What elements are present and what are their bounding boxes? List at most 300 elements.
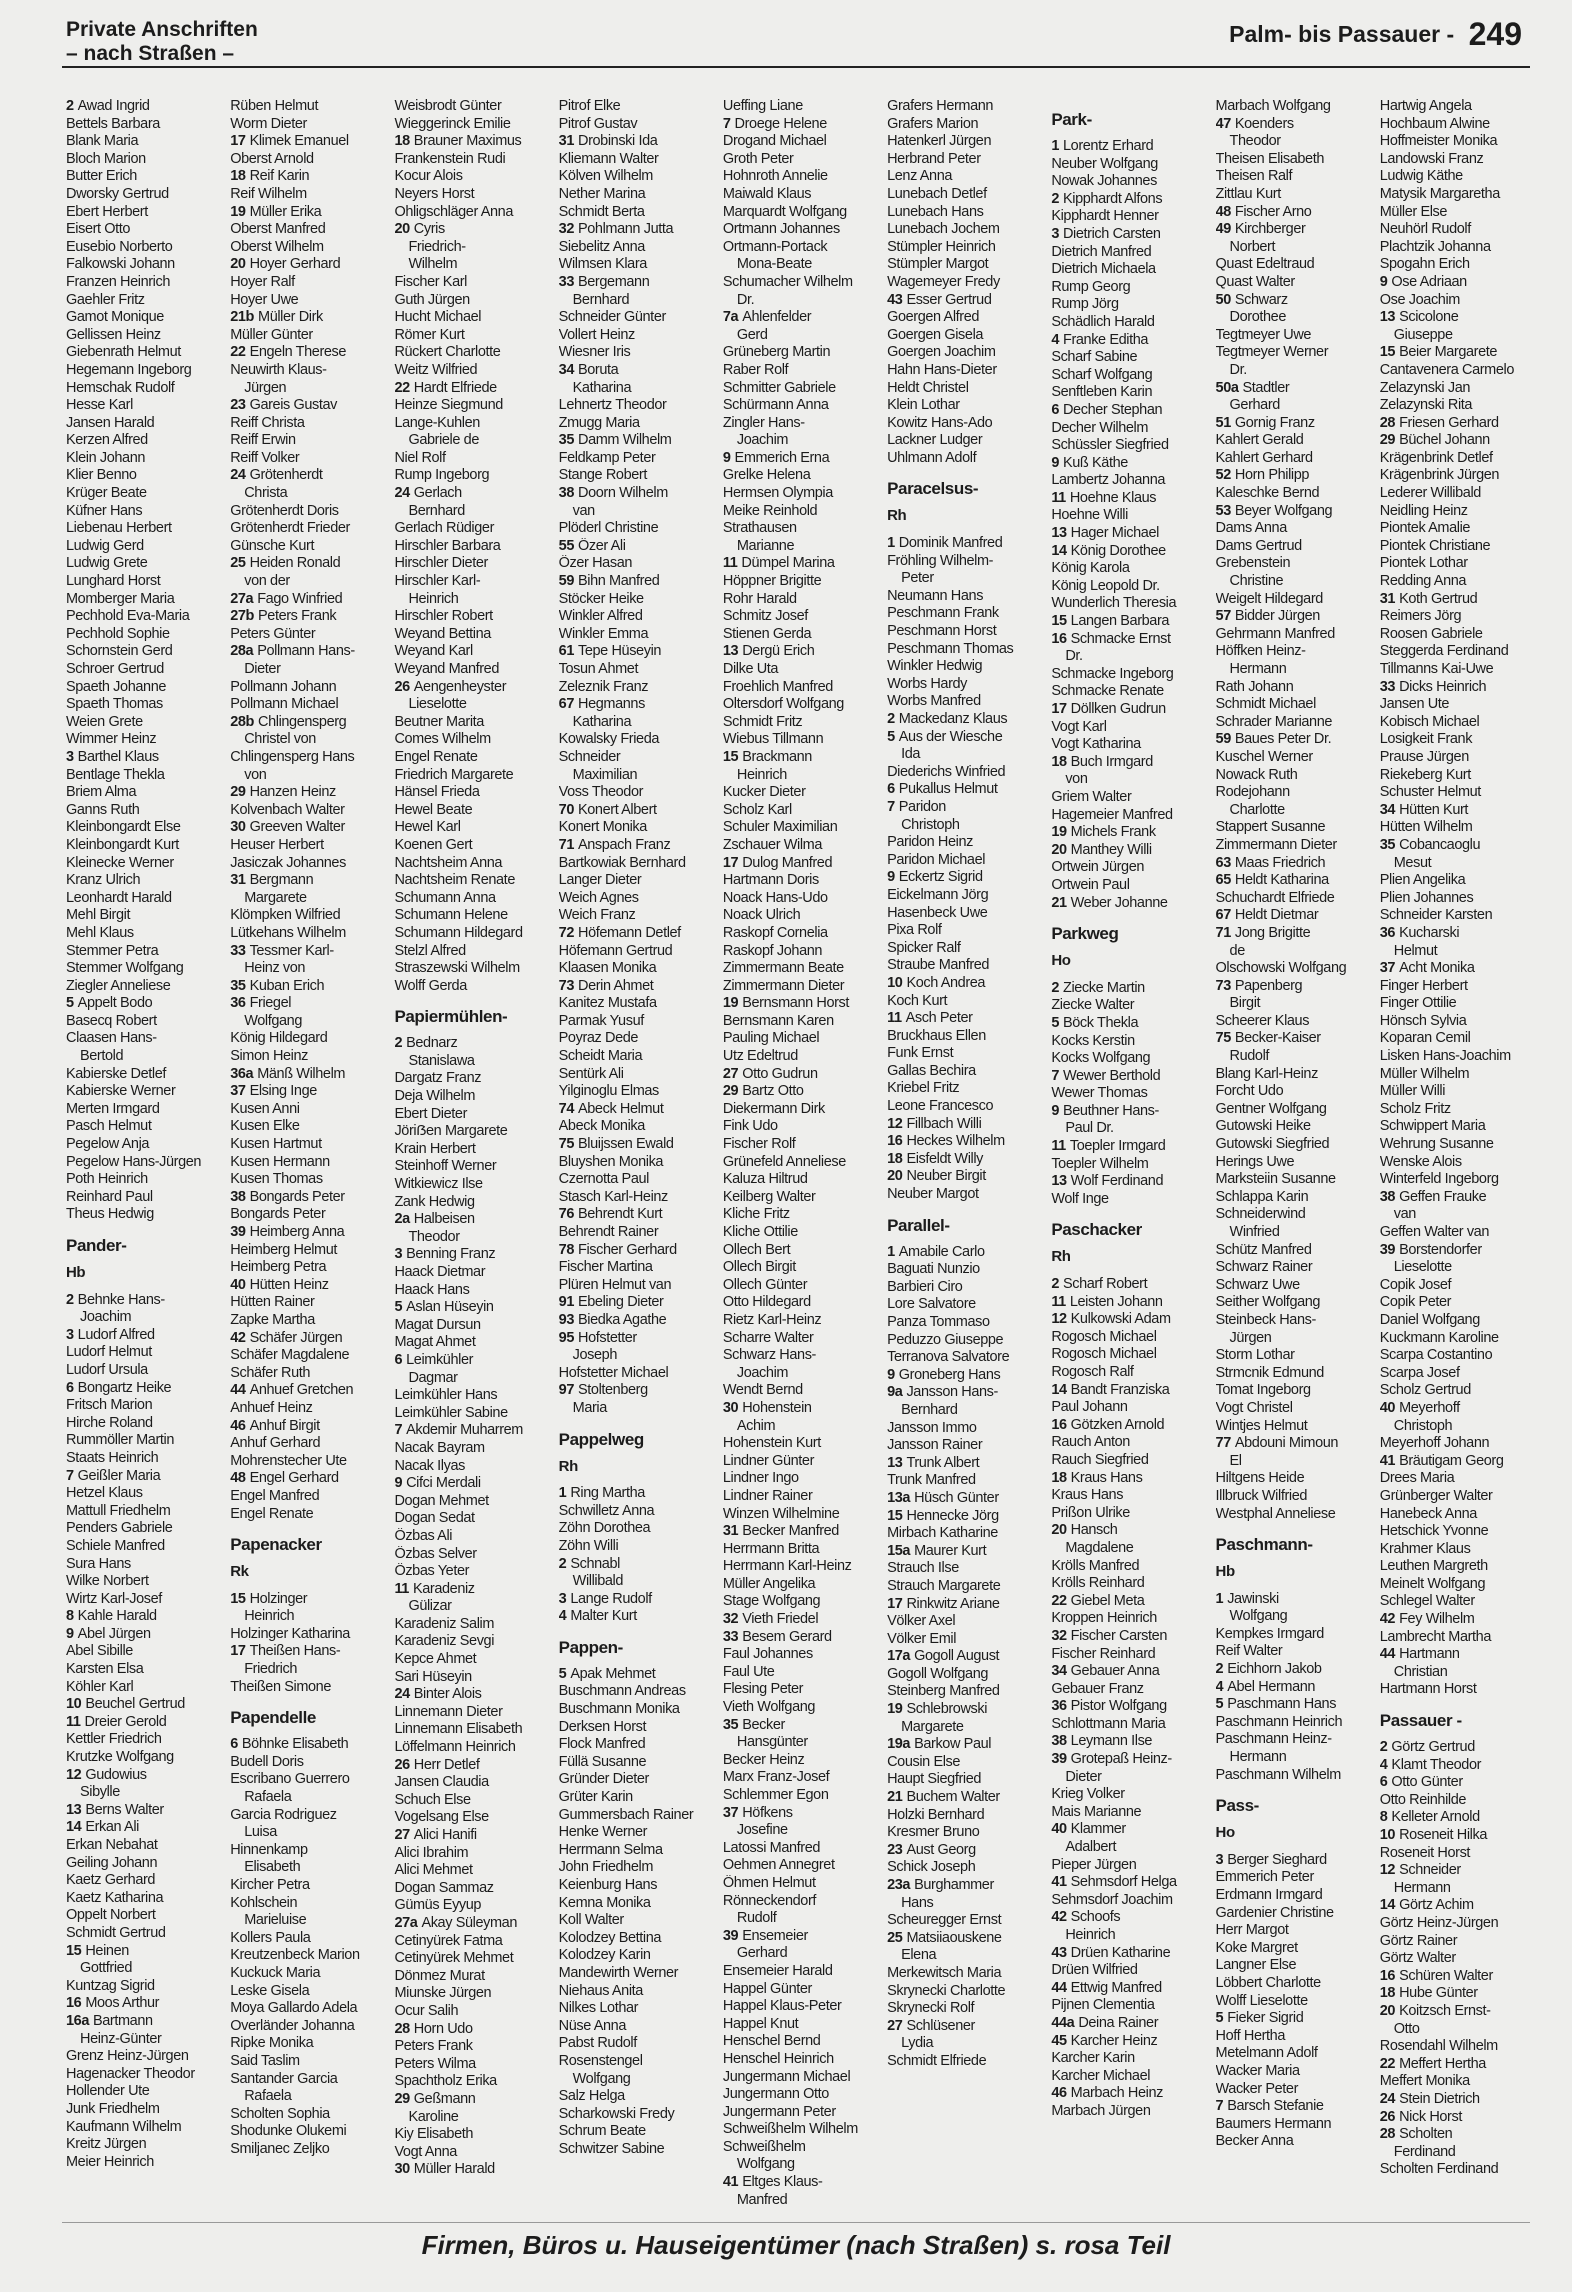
resident-entry: 29 Hanzen Heinz (230, 784, 336, 801)
resident-entry: 9 Emmerich Erna (722, 449, 830, 466)
entry-continuation: Lydia (901, 2035, 934, 2052)
resident-entry: Jungermann Otto (722, 2086, 829, 2103)
resident-entry: 33 Dicks Heinrich (1379, 678, 1487, 695)
entry-continuation: Joachim (736, 432, 789, 449)
entry-continuation: Bernhard (901, 1401, 958, 1418)
resident-entry: 15 Beier Margarete (1379, 344, 1498, 361)
resident-entry: Kepce Ahmet (394, 1651, 477, 1668)
house-number: 10 (1379, 1827, 1396, 1843)
resident-entry: 12 Gudowius (66, 1766, 147, 1783)
resident-entry: 32 Vieth Friedel (722, 1611, 819, 1628)
resident-entry: 13 Berns Walter (66, 1801, 164, 1818)
house-number: 70 (558, 801, 574, 818)
resident-entry: 36 Pistor Wolfgang (1051, 1698, 1167, 1715)
resident-entry: Drees Maria (1379, 1470, 1455, 1487)
resident-entry: Schwitzer Sabine (558, 2140, 665, 2157)
house-number: 37 (1379, 960, 1396, 977)
entry-continuation: Dorothee (1229, 309, 1286, 326)
resident-entry: Cantavenera Carmelo (1379, 361, 1514, 378)
resident-entry: Abel Sibille (66, 1643, 133, 1660)
resident-entry: Schmacke Renate (1051, 683, 1164, 700)
entry-continuation: Dr. (736, 291, 755, 308)
resident-entry: Gümüs Eyyup (394, 1897, 482, 1914)
house-number: 36 (1379, 924, 1396, 941)
house-number: 2 (1379, 1739, 1388, 1756)
resident-entry: Krölls Reinhard (1051, 1575, 1145, 1592)
entry-continuation: Willibald (572, 1573, 624, 1590)
resident-entry: 18 Hube Günter (1379, 1985, 1478, 2002)
entry-continuation: Katharina (572, 379, 632, 396)
resident-entry: Hirschler Karl- (394, 573, 481, 590)
resident-entry: Schumann Helene (394, 907, 508, 924)
resident-entry: 48 Engel Gerhard (230, 1470, 339, 1487)
resident-entry: Overländer Johanna (230, 2017, 355, 2034)
resident-entry: Vogt Anna (394, 2143, 457, 2160)
house-number: 33 (722, 1628, 739, 1645)
resident-entry: Rückert Charlotte (394, 344, 501, 361)
resident-entry: Grafers Marion (887, 115, 979, 132)
resident-entry: 38 Bongards Peter (230, 1188, 345, 1205)
resident-entry: Heimberg Helmut (230, 1241, 338, 1258)
resident-entry: Kusen Anni (230, 1100, 300, 1117)
resident-entry: Keilberg Walter (722, 1188, 816, 1205)
resident-entry: Schuch Else (394, 1791, 471, 1808)
house-number: 42 (1379, 1611, 1396, 1628)
resident-entry: Ebert Dieter (394, 1105, 468, 1122)
resident-entry: Nilkes Lothar (558, 2000, 639, 2017)
resident-entry: Gellissen Heinz (66, 326, 161, 343)
page-number: 249 (1468, 16, 1522, 52)
house-number: 44 (1051, 1979, 1067, 1996)
resident-entry: Stappert Susanne (1215, 819, 1326, 836)
resident-entry: 14 König Dorothee (1051, 542, 1166, 559)
entry-continuation: Christine (1229, 573, 1284, 590)
entry-continuation: Gottfried (80, 1960, 133, 1977)
resident-entry: Uhlmann Adolf (887, 449, 977, 466)
resident-entry: Flock Manfred (558, 1736, 646, 1753)
resident-entry: Schäfer Ruth (230, 1364, 311, 1381)
resident-entry: Klein Lothar (887, 397, 960, 414)
resident-entry: Scharf Sabine (1051, 349, 1138, 366)
entry-continuation: Heinrich (244, 1608, 295, 1625)
resident-entry: Ensemeier Harald (722, 1962, 833, 1979)
resident-entry: Noack Ulrich (722, 907, 801, 924)
resident-entry: Grünefeld Anneliese (722, 1153, 846, 1170)
entry-continuation: Ferdinand (1393, 2143, 1456, 2160)
house-number: 20 (1051, 841, 1067, 858)
resident-entry: Vogelsang Else (394, 1809, 489, 1826)
resident-entry: Stage Wolfgang (722, 1593, 821, 1610)
resident-entry: Steggerda Ferdinand (1379, 643, 1509, 660)
resident-entry: Kusen Elke (230, 1118, 300, 1135)
resident-entry: Raskopf Cornelia (722, 924, 828, 941)
resident-entry: Hahn Hans-Dieter (887, 361, 997, 378)
resident-entry: Basecq Robert (66, 1012, 157, 1029)
house-number: 7 (394, 1422, 403, 1439)
street-heading: Passauer - (1379, 1711, 1462, 1731)
resident-entry: Leone Francesco (887, 1098, 994, 1115)
resident-entry: 22 Meffert Hertha (1379, 2055, 1486, 2072)
resident-entry: Hänsel Frieda (394, 784, 480, 801)
column-5 (723, 98, 879, 2208)
resident-entry: 44 Ettwig Manfred (1051, 1979, 1162, 1996)
header-title-line1: Private Anschriften (66, 18, 258, 41)
house-number: 97 (558, 1382, 574, 1399)
resident-entry: Lange-Kuhlen (394, 414, 480, 431)
resident-entry: Hirschler Barbara (394, 537, 501, 554)
resident-entry: 37 Elsing Inge (230, 1083, 317, 1100)
resident-entry: 36a Mänß Wilhelm (230, 1065, 346, 1082)
resident-entry: 17 Rinkwitz Ariane (887, 1595, 1000, 1612)
entry-continuation: Gerd (736, 326, 768, 343)
house-number: 1 (1051, 138, 1059, 154)
resident-entry: Rauch Siegfried (1051, 1451, 1149, 1468)
house-number: 15 (1051, 613, 1067, 630)
resident-entry: 39 Grotepaß Heinz- (1051, 1751, 1172, 1768)
resident-entry: Gehrmann Manfred (1215, 625, 1335, 642)
house-number: 76 (558, 1206, 574, 1223)
resident-entry: Gummersbach Rainer (558, 1806, 694, 1823)
house-number: 45 (1051, 2032, 1067, 2049)
resident-entry: 11 Asch Peter (887, 1010, 973, 1027)
district-code: Rk (230, 1563, 249, 1581)
house-number: 47 (1215, 115, 1231, 132)
resident-entry: Wiebus Tillmann (722, 731, 824, 748)
entry-continuation: Hermann (1393, 1879, 1451, 1896)
resident-entry: 5 Fieker Sigrid (1215, 2010, 1304, 2027)
resident-entry: 71 Jong Brigitte (1215, 924, 1311, 941)
resident-entry: Lenz Anna (887, 168, 953, 185)
resident-entry: Blang Karl-Heinz (1215, 1065, 1318, 1082)
resident-entry: Kölven Wilhelm (558, 168, 653, 185)
resident-entry: Krieg Volker (1051, 1786, 1125, 1803)
resident-entry: 15 Langen Barbara (1051, 613, 1170, 630)
house-number: 57 (1215, 608, 1231, 625)
resident-entry: 35 Kuban Erich (230, 977, 325, 994)
district-code: Rh (558, 1457, 578, 1475)
resident-entry: Hetzel Klaus (66, 1485, 143, 1502)
entry-continuation: Elisabeth (244, 1859, 301, 1876)
resident-entry: Pechhold Eva-Maria (66, 608, 190, 625)
resident-entry: Kleinbongardt Kurt (66, 836, 179, 853)
resident-entry: 32 Fischer Carsten (1051, 1627, 1167, 1644)
resident-entry: Winkler Emma (558, 625, 649, 642)
resident-entry: Jungermann Peter (722, 2103, 836, 2120)
street-heading: Parallel- (887, 1215, 950, 1235)
house-number: 40 (1379, 1399, 1396, 1416)
resident-entry: 4 Klamt Theodor (1379, 1756, 1482, 1773)
resident-entry: Weigelt Hildegard (1215, 590, 1323, 607)
resident-entry: 50 Schwarz (1215, 291, 1288, 308)
resident-entry: Fröhling Wilhelm- (887, 552, 994, 569)
resident-entry: Klein Johann (66, 449, 146, 466)
resident-entry: Junk Friedhelm (66, 2100, 160, 2117)
resident-entry: Mehl Birgit (66, 907, 131, 924)
resident-entry: Roosen Gabriele (1379, 625, 1483, 642)
house-number: 19 (230, 203, 246, 220)
house-number: 40 (1051, 1821, 1067, 1838)
resident-entry: Hirche Roland (66, 1414, 153, 1431)
resident-entry: Wenske Alois (1379, 1153, 1462, 1170)
resident-entry: Eisert Otto (66, 221, 131, 238)
house-number: 23a (887, 1877, 911, 1893)
house-number: 2 (1051, 979, 1059, 996)
resident-entry: Feldkamp Peter (558, 449, 656, 466)
resident-entry: Neuber Margot (887, 1186, 979, 1203)
street-heading: Pass- (1215, 1796, 1259, 1816)
resident-entry: Dogan Sammaz (394, 1879, 494, 1896)
resident-entry: Steinberg Manfred (887, 1683, 1000, 1700)
resident-entry: 2 Scharf Robert (1051, 1276, 1148, 1293)
resident-entry: Hoff Hertha (1215, 2027, 1286, 2044)
resident-entry: Giebenrath Helmut (66, 344, 181, 361)
resident-entry: Gallas Bechira (887, 1062, 976, 1079)
resident-entry: Maiwald Klaus (722, 185, 812, 202)
resident-entry: Kresmer Bruno (887, 1824, 980, 1841)
resident-entry: Landowski Franz (1379, 150, 1484, 167)
resident-entry: Füllä Susanne (558, 1753, 647, 1770)
entry-continuation: van (1393, 1206, 1416, 1223)
resident-entry: Buschmann Andreas (558, 1683, 686, 1700)
resident-entry: Kohlschein (230, 1894, 298, 1911)
house-number: 78 (558, 1241, 574, 1258)
street-heading: Pappen- (558, 1637, 623, 1657)
resident-entry: Özbas Yeter (394, 1563, 470, 1580)
resident-entry: Theißen Simone (230, 1678, 332, 1695)
resident-entry: Peduzzo Giuseppe (887, 1331, 1004, 1348)
resident-entry: Schrader Marianne (1215, 713, 1333, 730)
entry-continuation: Margarete (244, 889, 307, 906)
resident-entry: Worm Dieter (230, 115, 307, 132)
resident-entry: Olschowski Wolfgang (1215, 960, 1347, 977)
house-number: 71 (1215, 924, 1231, 941)
house-number: 3 (1051, 225, 1059, 242)
resident-entry: Hohnroth Annelie (722, 168, 828, 185)
house-number: 14 (1051, 542, 1067, 559)
house-number: 27 (394, 1827, 410, 1843)
resident-entry: Grebenstein (1215, 555, 1291, 572)
resident-entry: Bentlage Thekla (66, 766, 165, 783)
house-number: 18 (1051, 1469, 1067, 1486)
resident-entry: Leonhardt Harald (66, 889, 172, 906)
resident-entry: Panza Tommaso (887, 1314, 990, 1330)
resident-entry: Erkan Nebahat (66, 1837, 158, 1853)
resident-entry: Strathausen (722, 520, 797, 537)
resident-entry: Happel Klaus-Peter (722, 1998, 842, 2015)
resident-entry: Hermsen Olympia (722, 485, 833, 502)
resident-entry: Scholz Fritz (1379, 1100, 1451, 1117)
resident-entry: Fischer Reinhard (1051, 1645, 1156, 1662)
resident-entry: 36 Kucharski (1379, 924, 1460, 941)
house-number: 7 (887, 798, 895, 815)
house-number: 13 (1051, 525, 1067, 542)
entry-continuation: Wilhelm (408, 256, 458, 273)
resident-entry: 21b Müller Dirk (230, 309, 323, 326)
resident-entry: Müller Else (1379, 203, 1448, 220)
house-number: 12 (66, 1766, 82, 1783)
resident-entry: Abeck Monika (558, 1118, 645, 1135)
column-4 (559, 98, 715, 2208)
resident-entry: Jöriẞen Margarete (394, 1123, 508, 1140)
resident-entry: 42 Fey Wilhelm (1379, 1611, 1475, 1628)
resident-entry: Zank Hedwig (394, 1193, 475, 1210)
resident-entry: Wendt Bernd (722, 1382, 803, 1399)
resident-entry: Schlappa Karin (1215, 1188, 1309, 1205)
house-number: 33 (1379, 678, 1396, 695)
resident-entry: 30 Müller Harald (394, 2161, 495, 2178)
entry-continuation: Heinz-Günter (80, 2030, 162, 2047)
resident-entry: Merten Irmgard (66, 1100, 160, 1117)
resident-entry: Grötenherdt Frieder (230, 520, 350, 537)
house-number: 9 (887, 1366, 895, 1383)
column-9 (1380, 98, 1536, 2208)
resident-entry: Heimberg Petra (230, 1259, 327, 1276)
entry-continuation: Marianne (736, 537, 795, 554)
resident-entry: 7 Wewer Berthold (1051, 1067, 1161, 1084)
house-number: 6 (394, 1351, 403, 1368)
resident-entry: 4 Malter Kurt (558, 1608, 637, 1625)
resident-entry: Schneider (558, 748, 621, 765)
resident-entry: Meike Reinhold (722, 502, 818, 519)
resident-entry: Herrmann Britta (722, 1540, 820, 1557)
entry-continuation: Lieselotte (408, 696, 467, 713)
resident-entry: 12 Schneider (1379, 1862, 1461, 1879)
house-number: 15a (887, 1542, 911, 1559)
resident-entry: 42 Schäfer Jürgen (230, 1329, 343, 1346)
house-number: 49 (1215, 221, 1231, 238)
resident-entry: 28b Chlingensperg (230, 713, 347, 730)
entry-continuation: Jürgen (1229, 1329, 1272, 1346)
resident-entry: Reiff Erwin (230, 432, 296, 449)
resident-entry: Becker Heinz (722, 1751, 805, 1768)
resident-entry: Wilke Norbert (66, 1573, 149, 1590)
house-number: 24 (1379, 2090, 1396, 2107)
resident-entry: Weitz Wilfried (394, 361, 478, 378)
resident-entry: Herr Margot (1215, 1922, 1289, 1939)
entry-continuation: Gülizar (408, 1598, 452, 1615)
house-number: 19 (1051, 824, 1067, 841)
entry-continuation: Achim (736, 1417, 776, 1434)
resident-entry: Raskopf Johann (722, 942, 823, 959)
resident-entry: Kusen Hermann (230, 1153, 330, 1170)
house-number: 18 (230, 168, 246, 185)
resident-entry: Diederichs Winfried (887, 763, 1006, 780)
resident-entry: 74 Abeck Helmut (558, 1100, 664, 1117)
entry-continuation: Josefine (736, 1822, 788, 1839)
resident-entry: Riekeberg Kurt (1379, 766, 1471, 783)
entry-continuation: de (1229, 942, 1245, 959)
resident-entry: 13 Trunk Albert (887, 1454, 980, 1471)
house-number: 15 (887, 1507, 903, 1524)
entry-continuation: Manfred (736, 2191, 788, 2208)
resident-entry: 95 Hofstetter (558, 1329, 637, 1346)
resident-entry: Haack Dietmar (394, 1264, 486, 1280)
resident-entry: 8 Kelleter Arnold (1379, 1809, 1480, 1826)
resident-entry: Krutzke Wolfgang (66, 1749, 174, 1766)
resident-entry: Rüben Helmut (230, 98, 319, 114)
house-number: 51 (1215, 414, 1231, 431)
resident-entry: 9a Jansson Hans- (887, 1384, 998, 1401)
resident-entry: Lunebach Jochem (887, 221, 1000, 238)
resident-entry: König Leopold Dr. (1051, 577, 1160, 594)
resident-entry: Lunghard Horst (66, 573, 161, 590)
resident-entry: Müller Günter (230, 326, 313, 343)
resident-entry: Koll Walter (558, 1912, 624, 1929)
resident-entry: Schumann Hildegard (394, 924, 523, 941)
resident-entry: 23 Gareis Gustav (230, 397, 338, 414)
house-number: 50a (1215, 379, 1239, 396)
resident-entry: 2 Eichhorn Jakob (1215, 1661, 1322, 1678)
house-number: 2 (66, 98, 74, 114)
resident-entry: Frankenstein Rudi (394, 150, 506, 167)
resident-entry: 2 Ziecke Martin (1051, 979, 1145, 996)
resident-entry: 75 Becker-Kaiser (1215, 1030, 1321, 1047)
house-number: 17 (1051, 701, 1067, 717)
resident-entry: 13a Hüsch Günter (887, 1489, 999, 1506)
resident-entry: 3 Lange Rudolf (558, 1590, 652, 1607)
house-number: 72 (558, 924, 574, 941)
resident-entry: Kranz Ulrich (66, 872, 141, 889)
resident-entry: Schlottmann Maria (1051, 1715, 1166, 1732)
entry-continuation: Heinrich (1065, 1927, 1116, 1943)
entry-continuation: Gerhard (736, 1945, 788, 1962)
entry-continuation: Hans (901, 1894, 934, 1911)
column-2 (230, 98, 386, 2208)
house-number: 5 (66, 995, 74, 1012)
resident-entry: Rummöller Martin (66, 1432, 175, 1449)
resident-entry: Wewer Thomas (1051, 1085, 1148, 1102)
house-number: 59 (558, 573, 574, 590)
house-number: 3 (66, 748, 74, 765)
house-number: 20 (1051, 1522, 1067, 1539)
house-number: 9 (1051, 1102, 1059, 1119)
resident-entry: Wiesner Iris (558, 344, 631, 361)
resident-entry: Schroer Gertrud (66, 661, 164, 677)
resident-entry: 43 Esser Gertrud (887, 291, 992, 308)
resident-entry: Jungermann Michael (722, 2068, 851, 2085)
resident-entry: 40 Klammer (1051, 1821, 1126, 1838)
resident-entry: 31 Drobinski Ida (558, 133, 658, 150)
resident-entry: Konert Monika (558, 819, 647, 836)
resident-entry: Franzen Heinrich (66, 273, 171, 290)
house-number: 73 (1215, 977, 1231, 994)
resident-entry: 59 Bihn Manfred (558, 573, 660, 590)
resident-entry: Schmidt Fritz (722, 713, 803, 730)
header-section-title (66, 18, 258, 66)
resident-entry: Dams Gertrud (1215, 537, 1302, 554)
resident-entry: Jansson Immo (887, 1419, 977, 1436)
resident-entry: Grüneberg Martin (722, 344, 831, 361)
resident-entry: Hesse Karl (66, 397, 133, 414)
resident-entry: Plien Johannes (1379, 889, 1474, 906)
resident-entry: Ludorf Ursula (66, 1361, 148, 1378)
resident-entry: Kaleschke Bernd (1215, 485, 1320, 502)
resident-entry: Kocks Kerstin (1051, 1032, 1135, 1049)
house-number: 28a (230, 643, 254, 660)
house-number: 19 (722, 995, 739, 1012)
column-7 (1051, 98, 1207, 2208)
entry-continuation: Marieluise (244, 1912, 307, 1929)
resident-entry: Claasen Hans- (66, 1030, 157, 1047)
resident-entry: Marksteiin Susanne (1215, 1171, 1336, 1188)
resident-entry: Goergen Alfred (887, 309, 980, 326)
resident-entry: 9 Abel Jürgen (66, 1625, 151, 1642)
resident-entry: Zeleznik Franz (558, 678, 649, 695)
resident-entry: 22 Engeln Therese (230, 344, 347, 361)
resident-entry: Neuber Wolfgang (1051, 155, 1158, 172)
house-number: 15 (66, 1942, 82, 1959)
resident-entry: Metelmann Adolf (1215, 2045, 1318, 2062)
